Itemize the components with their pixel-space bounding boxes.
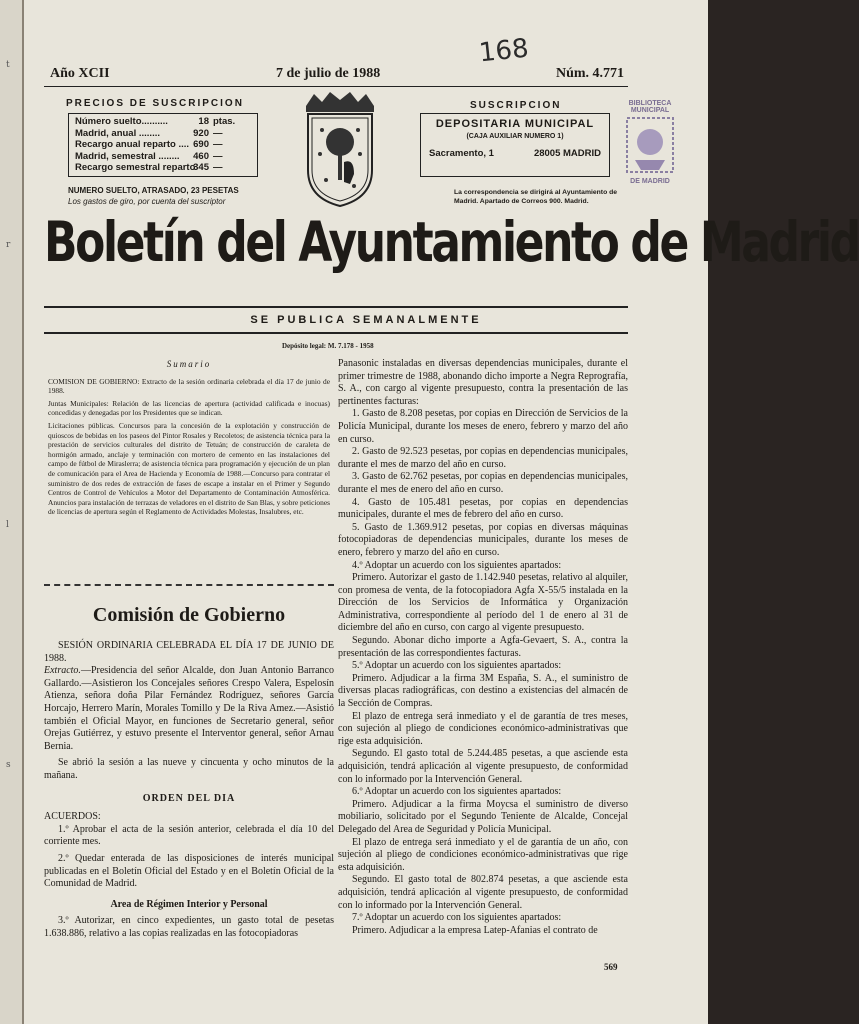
area-heading: Area de Régimen Interior y Personal	[110, 898, 268, 910]
comision-heading: Comisión de Gobierno	[92, 604, 286, 626]
handwritten-number: 168	[477, 33, 531, 69]
office-sub: (CAJA AUXILIAR NUMERO 1)	[466, 133, 564, 140]
paragraph: Primero. Adjudicar a la firma Moycsa el suministro de diverso mobiliario, solicitado por el Segundo Teniente de Alcalde, Concejal Delegado del Area de Seguridad y Policía Municipal.	[338, 798, 628, 835]
office-postal: 28005 MADRID	[533, 148, 601, 159]
agenda-item: 7.º Adoptar un acuerdo con los siguientes apartados:	[352, 912, 562, 924]
prices-header: PRECIOS DE SUSCRIPCION	[66, 98, 244, 109]
paragraph: Primero. Adjudicar a la firma 3M España, S. A., el suministro de diversas placas radiográficas, con destino a existencias del almacén de la Sección de Compras.	[338, 672, 628, 710]
right-column	[338, 358, 628, 937]
gasto-item: 2. Gasto de 92.523 pesetas, por copias en dependencias municipales, durante el mes de marzo del año en curso.	[338, 446, 628, 470]
office-street: Sacramento, 1	[429, 148, 494, 159]
prices-note-2: Los gastos de giro, por cuenta del suscriptor	[68, 197, 226, 206]
section-divider	[44, 584, 334, 586]
paragraph: Segundo. El gasto total de 5.244.485 pesetas, a que asciende esta adquisición, tendrá aplicación al vigente presupuesto, de conformidad con lo informado por la Intervención General.	[338, 748, 628, 785]
gasto-item: 4. Gasto de 105.481 pesetas, por copias en dependencias municipales, durante el mes de febrero del año en curso.	[338, 496, 628, 521]
sumario-item: Licitaciones públicas. Concursos para la concesión de la explotación y construcción de quioscos de bebidas en los paseos del Pintor Rosales y Recoletos; de asistencia técnica para la prestación de servicios culturales del distrito de Tetuán; de construcción de caraleta de hormigón armado, anclaje y terminación con mortero de cemento en las instalaciones del campo de fútbol de Miraslerra; de asistencia técnica para programación y ejecución de un plan de comunicación para el Area de Hacienda y Economía de 1988.—Concurso para contratar el suministro de dos redes de extracción de fases de escape a instalar en el Primer y Segundo Centros de Control de Vehículos a Motor del Departamento de Contaminación Atmosférica. Anuncios para instalación de terrazas de veladores en el distrito de San Blas, y sobre peticiones de licencias de apertura según el Reglamento de Actividades Molestas, Insalubres, etc.	[48, 420, 330, 517]
year-label: Año XCII	[50, 66, 110, 81]
issue-date: 7 de julio de 1988	[276, 66, 381, 81]
comision-body	[44, 640, 334, 940]
gasto-item: 1. Gasto de 8.208 pesetas, por copias en Dirección de Servicios de la Policía Municipal, durante los meses de enero, febrero y marzo del año en curso.	[338, 408, 628, 445]
page-number: 569	[604, 962, 618, 972]
agenda-item: 6.º Adoptar un acuerdo con los siguientes apartados:	[352, 786, 562, 798]
price-row: Recargo semestral reparto 345 —	[75, 162, 223, 173]
sumario-section	[48, 358, 330, 520]
library-seal-icon	[623, 114, 677, 176]
office-name: DEPOSITARIA MUNICIPAL	[435, 118, 595, 130]
agenda-item: 2.º Quedar enterada de las disposiciones de interés municipal publicadas en el Boletín Oficial del Estado y en el Boletín Oficial de la Comunidad de Madrid.	[44, 852, 334, 890]
agenda-item: 5.º Adoptar un acuerdo con los siguientes apartados:	[352, 660, 562, 672]
prices-box	[68, 113, 258, 177]
paragraph: Panasonic instaladas en diversas dependencias municipales, durante el primer trimestre de 1988, abonando dicho importe a Negra Reprografía, S. A., con cargo al vigente presupuesto, contra la presentación de las pertinentes facturas:	[338, 358, 628, 407]
price-row: Número suelto.......... 18 ptas.	[75, 116, 236, 127]
agenda-item: 4.º Adoptar un acuerdo con los siguientes apartados:	[352, 559, 562, 571]
acuerdos-label: ACUERDOS:	[44, 811, 101, 823]
extracto-paragraph: Extracto.—Presidencia del señor Alcalde, don Juan Antonio Barranco Gallardo.—Asistieron los Concejales señores Crespo Valera, Espelosín Atienza, señora doña Pilar Fernández Rodríguez, señores García Horcajo, Herrero Marín, Morales Tomillo y De la Riva Amez.—Asistió también el Oficial Mayor, en funciones de Secretario general, señor Orejas Gutiérrez, y estuvo presente el Interventor general, señor Arnau Bernia.	[44, 665, 334, 752]
top-rule	[44, 86, 628, 87]
title-rule	[44, 306, 628, 308]
newspaper-page	[24, 0, 859, 1024]
opening-paragraph: Se abrió la sesión a las nueve y cincuenta y ocho minutos de la mañana.	[44, 757, 334, 781]
price-row: Recargo anual reparto .... 690 —	[75, 139, 223, 150]
deposito-legal: Depósito legal: M. 7.178 - 1958	[282, 342, 374, 350]
paragraph: El plazo de entrega será inmediato y el de garantía de tres meses, con sujeción al pliego de condiciones económico-administrativas que rige esta adquisición.	[338, 710, 628, 747]
adjacent-page-edge: t r l s	[0, 0, 24, 1024]
gasto-item: 3. Gasto de 62.762 pesetas, por copias en dependencias municipales, durante el mes de enero del año en curso.	[338, 471, 628, 495]
paragraph: Primero. Adjudicar a la empresa Latep-Afanias el contrato de	[352, 924, 598, 936]
publication-frequency: SE PUBLICA SEMANALMENTE	[250, 314, 482, 326]
price-row: Madrid, anual ........ 920 —	[75, 127, 223, 139]
prices-note-1: NUMERO SUELTO, ATRASADO, 23 PESETAS	[68, 186, 239, 195]
agenda-item: 1.º Aprobar el acta de la sesión anterior, celebrada el día 10 del corriente mes.	[44, 823, 334, 848]
orden-heading: ORDEN DEL DIA	[142, 792, 236, 804]
agenda-item: 3.º Autorizar, en cinco expedientes, un gasto total de pesetas 1.638.886, relativo a las copias realizadas en las fotocopiadoras	[44, 915, 334, 939]
subscription-header: SUSCRIPCION	[470, 100, 562, 111]
library-stamp: BIBLIOTECA MUNICIPAL DE MADRID	[616, 100, 684, 212]
paragraph: Primero. Autorizar el gasto de 1.142.940 pesetas, relativo al alquiler, con promesa de venta, de la fotocopiadora Agfa X-55/5 instalada en la Dirección de los Servicios de Informática y Organización Administrativa, correspondiente al período del 1 de enero al 31 de diciembre del año en curso, con cargo al vigente presupuesto.	[338, 572, 628, 634]
issue-number: Núm. 4.771	[556, 66, 625, 81]
madrid-coat-of-arms-icon	[298, 90, 382, 210]
paragraph: El plazo de entrega será inmediato y el de garantía de un año, con sujeción al pliego de condiciones económico-administrativas que rige esta adquisición.	[338, 836, 628, 873]
paragraph: Segundo. El gasto total de 802.874 pesetas, a que asciende esta adquisición, tendrá aplicación al vigente presupuesto, de conformidad con lo informado por la Intervención General.	[338, 874, 628, 911]
subtitle-rule	[44, 332, 628, 334]
office-note: La correspondencia se dirigirá al Ayuntamiento de Madrid. Apartado de Correos 900. Madrid.	[454, 189, 618, 205]
paragraph: Segundo. Abonar dicho importe a Agfa-Gevaert, S. A., contra la presentación de las correspondientes facturas.	[338, 635, 628, 659]
sumario-heading: Sumario	[166, 359, 212, 369]
sumario-item: Juntas Municipales: Relación de las licencias de apertura (actividad calificada e inocuas) concedidas y denegadas por los Presidentes que se indican.	[48, 398, 330, 418]
price-row: Madrid, semestral ........ 460 —	[75, 150, 223, 162]
gasto-item: 5. Gasto de 1.369.912 pesetas, por copias en diversas máquinas fotocopiadoras de dependencias municipales, durante los meses de enero, febrero y marzo del año en curso.	[338, 521, 628, 558]
newspaper-title: Boletín del Ayuntamiento de Madrid	[44, 210, 859, 274]
sumario-item: COMISION DE GOBIERNO: Extracto de la sesión ordinaria celebrada el día 17 de junio de 1988.	[48, 376, 330, 396]
subscription-box	[420, 113, 610, 177]
session-line: SESIÓN ORDINARIA CELEBRADA EL DÍA 17 DE JUNIO DE 1988.	[44, 640, 334, 664]
